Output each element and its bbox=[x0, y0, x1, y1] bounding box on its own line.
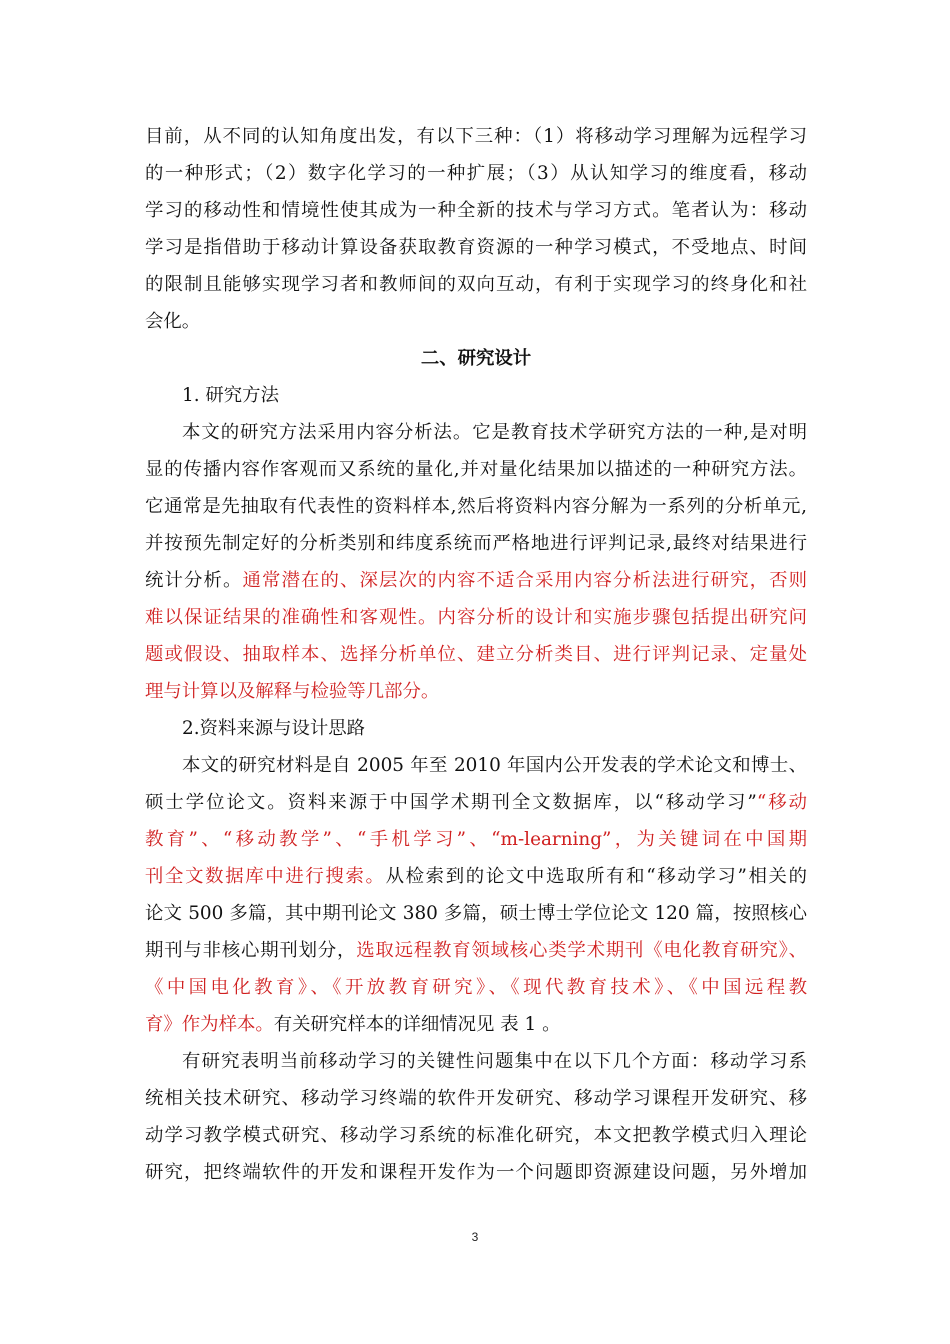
paragraph-line: 的限制且能够实现学习者和教师间的双向互动，有利于实现学习的终身化和社 bbox=[145, 274, 807, 295]
paragraph-line: 本文的研究方法采用内容分析法。它是教育技术学研究方法的一种,是对明 bbox=[182, 422, 807, 443]
paragraph-line: 硕士学位论文。资料来源于中国学术期刊全文数据库，以“移动学习”“移动 bbox=[145, 792, 807, 813]
paragraph-line: 会化。 bbox=[145, 311, 201, 332]
subsection-heading: 1. 研究方法 bbox=[182, 385, 279, 406]
paragraph-line: 的一种形式；（2）数字化学习的一种扩展；（3）从认知学习的维度看，移动 bbox=[145, 163, 807, 184]
paragraph-line: 统相关技术研究、移动学习终端的软件开发研究、移动学习课程开发研究、移 bbox=[145, 1088, 807, 1109]
highlighted-text: 选取远程教育领域核心类学术期刊《电化教育研究》、 bbox=[356, 940, 807, 961]
highlighted-line: 理与计算以及解释与检验等几部分。 bbox=[145, 681, 440, 702]
paragraph-line: 显的传播内容作客观而又系统的量化,并对量化结果加以描述的一种研究方法。 bbox=[145, 459, 807, 480]
paragraph-line: 本文的研究材料是自 2005 年至 2010 年国内公开发表的学术论文和博士、 bbox=[182, 755, 807, 776]
highlighted-text: 刊全文数据库中进行搜索。 bbox=[145, 866, 386, 887]
paragraph-line: 统计分析。通常潜在的、深层次的内容不适合采用内容分析法进行研究，否则 bbox=[145, 570, 807, 591]
paragraph-line: 有研究表明当前移动学习的关键性问题集中在以下几个方面：移动学习系 bbox=[182, 1051, 807, 1072]
paragraph-line: 目前，从不同的认知角度出发，有以下三种：（1）将移动学习理解为远程学习 bbox=[145, 126, 807, 147]
highlighted-text: 育》作为样本。 bbox=[145, 1014, 274, 1035]
highlighted-text: 通常潜在的、深层次的内容不适合采用内容分析法进行研究，否则 bbox=[242, 570, 807, 591]
paragraph-line: 期刊与非核心期刊划分，选取远程教育领域核心类学术期刊《电化教育研究》、 bbox=[145, 940, 807, 961]
document-page bbox=[145, 118, 807, 1191]
highlighted-line: 教育”、“移动教学”、“手机学习”、“m-learning”，为关键词在中国期 bbox=[145, 829, 807, 850]
highlighted-line: 题或假设、抽取样本、选择分析单位、建立分析类目、进行评判记录、定量处 bbox=[145, 644, 807, 665]
highlighted-line: 《中国电化教育》、《开放教育研究》、《现代教育技术》、《中国远程教 bbox=[145, 977, 807, 998]
paragraph-line: 动学习教学模式研究、移动学习系统的标准化研究，本文把教学模式归入理论 bbox=[145, 1125, 807, 1146]
paragraph-line: 它通常是先抽取有代表性的资料样本,然后将资料内容分解为一系列的分析单元, bbox=[145, 496, 807, 517]
paragraph-line: 育》作为样本。有关研究样本的详细情况见 表 1 。 bbox=[145, 1014, 561, 1035]
highlighted-line: 难以保证结果的准确性和客观性。内容分析的设计和实施步骤包括提出研究问 bbox=[145, 607, 807, 628]
subsection-heading: 2.资料来源与设计思路 bbox=[182, 718, 366, 739]
paragraph-line: 并按预先制定好的分析类别和纬度系统而严格地进行评判记录,最终对结果进行 bbox=[145, 533, 807, 554]
paragraph-line: 学习的移动性和情境性使其成为一种全新的技术与学习方式。笔者认为：移动 bbox=[145, 200, 807, 221]
page-number: 3 bbox=[471, 1230, 479, 1244]
highlighted-text: “移动 bbox=[756, 792, 807, 813]
paragraph-line: 学习是指借助于移动计算设备获取教育资源的一种学习模式，不受地点、时间 bbox=[145, 237, 807, 258]
paragraph-line: 论文 500 多篇，其中期刊论文 380 多篇，硕士博士学位论文 120 篇，按照核心 bbox=[145, 903, 807, 924]
section-heading: 二、研究设计 bbox=[420, 348, 532, 369]
paragraph-line: 刊全文数据库中进行搜索。从检索到的论文中选取所有和“移动学习”相关的 bbox=[145, 866, 807, 887]
paragraph-line: 研究，把终端软件的开发和课程开发作为一个问题即资源建设问题，另外增加 bbox=[145, 1162, 807, 1183]
